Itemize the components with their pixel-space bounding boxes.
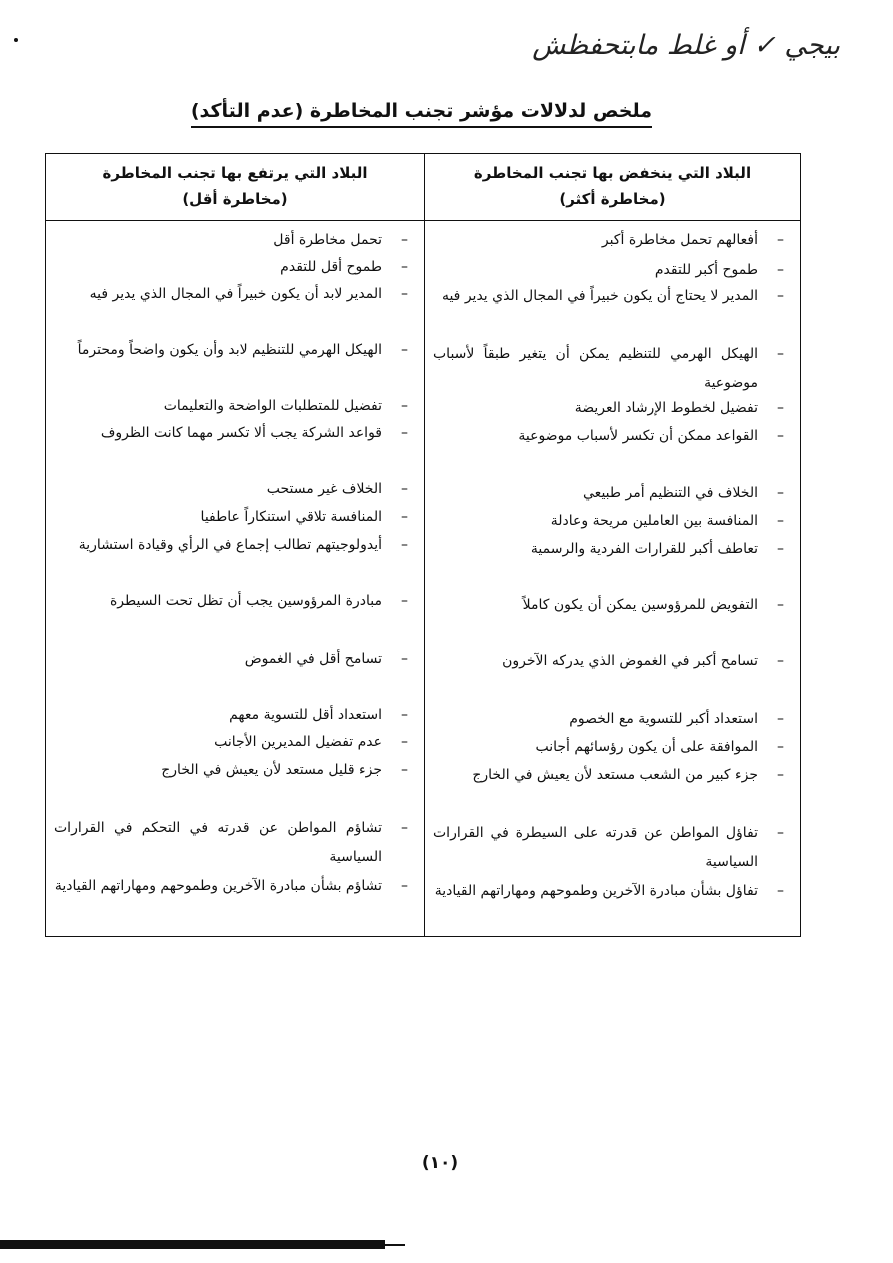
list-item-text: عدم تفضيل المديرين الأجانب <box>214 734 382 750</box>
list-item-text: قواعد الشركة يجب ألا تكسر مهما كانت الظروف <box>100 425 382 441</box>
list-item <box>433 394 790 423</box>
list-item <box>54 503 414 532</box>
list-item-text: القواعد ممكن أن تكسر لأسباب موضوعية <box>518 428 758 444</box>
list-item-text: جزء قليل مستعد لأن يعيش في الخارج <box>161 762 382 778</box>
bullet-dash-icon: – <box>777 400 784 416</box>
list-item-text: مبادرة المرؤوسين يجب أن تظل تحت السيطرة <box>109 593 382 609</box>
list-item-text: الهيكل الهرمي للتنظيم لابد وأن يكون واضحاً ومحترماً <box>77 342 382 358</box>
bullet-dash-icon: – <box>777 653 784 669</box>
bullet-dash-icon: – <box>401 398 408 414</box>
list-item-text: تفاؤل بشأن مبادرة الآخرين وطموحهم ومهاراتهم القيادية <box>434 883 758 899</box>
comparison-table <box>45 153 801 937</box>
scan-edge-tail <box>385 1244 405 1246</box>
header-line: البلاد التي ينخفض بها تجنب المخاطرة <box>473 164 752 182</box>
list-item <box>433 647 790 676</box>
list-item <box>433 705 790 734</box>
list-item <box>433 877 790 906</box>
page-number: (١٠) <box>421 1153 459 1173</box>
list-item-text: المدير لا يحتاج أن يكون خبيراً في المجال الذي يدير فيه <box>441 288 758 304</box>
bullet-dash-icon: – <box>401 762 408 778</box>
bullet-dash-icon: – <box>401 651 408 667</box>
header-subline: (مخاطرة أكثر) <box>559 190 666 208</box>
bullet-dash-icon: – <box>401 232 408 248</box>
bullet-dash-icon: – <box>777 597 784 613</box>
column-high-avoidance <box>46 154 424 936</box>
bullet-dash-icon: – <box>401 820 408 836</box>
list-item <box>54 226 414 255</box>
bullet-dash-icon: – <box>401 259 408 275</box>
list-item <box>54 253 414 282</box>
column-low-avoidance <box>425 154 800 936</box>
bullet-dash-icon: – <box>401 481 408 497</box>
list-item-text: طموح أقل للتقدم <box>280 259 382 275</box>
bullet-dash-icon: – <box>401 425 408 441</box>
bullet-dash-icon: – <box>777 711 784 727</box>
list-item <box>54 756 414 785</box>
list-item <box>54 336 414 365</box>
bullet-dash-icon: – <box>777 288 784 304</box>
list-item-text: تسامح أكبر في الغموض الذي يدركه الآخرون <box>502 653 758 669</box>
list-item <box>54 392 414 421</box>
list-item <box>54 587 414 616</box>
list-item-text: استعداد أقل للتسوية معهم <box>229 707 382 723</box>
list-item <box>433 535 790 564</box>
bullet-dash-icon: – <box>777 485 784 501</box>
stray-dot <box>14 38 18 42</box>
bullet-dash-icon: – <box>777 883 784 899</box>
list-item <box>433 282 790 311</box>
list-item <box>54 645 414 674</box>
list-item <box>433 507 790 536</box>
bullet-dash-icon: – <box>401 342 408 358</box>
bullet-dash-icon: – <box>401 537 408 553</box>
bullet-dash-icon: – <box>777 428 784 444</box>
list-item-text: استعداد أكبر للتسوية مع الخصوم <box>569 711 758 727</box>
header-subline: (مخاطرة أقل) <box>182 190 288 208</box>
list-item <box>54 280 414 309</box>
list-item <box>54 419 414 448</box>
bullet-dash-icon: – <box>401 286 408 302</box>
list-item-text: المنافسة بين العاملين مريحة وعادلة <box>550 513 758 529</box>
list-item-text: تعاطف أكبر للقرارات الفردية والرسمية <box>530 541 758 557</box>
bullet-dash-icon: – <box>777 232 784 248</box>
list-item-text: تفاؤل المواطن عن قدرته على السيطرة في القرارات السياسية <box>433 825 758 870</box>
list-item <box>54 728 414 757</box>
list-item-text: التفويض للمرؤوسين يمكن أن يكون كاملاً <box>522 597 758 613</box>
list-item <box>433 422 790 451</box>
list-item-text: أيدولوجيتهم تطالب إجماع في الرأي وقيادة استشارية <box>78 537 382 553</box>
list-item-text: تحمل مخاطرة أقل <box>273 232 382 248</box>
list-item-text: الخلاف غير مستحب <box>266 481 382 497</box>
list-item-text: الموافقة على أن يكون رؤسائهم أجانب <box>535 739 758 755</box>
list-item-text: المنافسة تلاقي استنكاراً عاطفيا <box>200 509 382 525</box>
bullet-dash-icon: – <box>777 513 784 529</box>
bullet-dash-icon: – <box>401 878 408 894</box>
list-item-text: طموح أكبر للتقدم <box>654 262 758 278</box>
list-item-text: تفضيل للمتطلبات الواضحة والتعليمات <box>163 398 382 414</box>
list-item <box>433 340 790 398</box>
page-title-text: ملخص لدلالات مؤشر تجنب المخاطرة (عدم التأكد) <box>191 100 652 128</box>
list-item <box>54 872 414 901</box>
bullet-dash-icon: – <box>401 509 408 525</box>
page-title <box>190 100 652 140</box>
list-item-text: تشاؤم بشأن مبادرة الآخرين وطموحهم ومهاراتهم القيادية <box>54 878 382 894</box>
handwritten-note: بيجي ✓ أو غلط مابتحفظش <box>532 30 840 61</box>
list-item-text: المدير لابد أن يكون خبيراً في المجال الذي يدير فيه <box>89 286 382 302</box>
bullet-dash-icon: – <box>777 825 784 841</box>
list-item <box>433 591 790 620</box>
list-item <box>54 814 414 872</box>
column-header-low-avoidance <box>425 160 800 220</box>
bullet-dash-icon: – <box>777 541 784 557</box>
list-item <box>433 226 790 255</box>
bullet-dash-icon: – <box>777 767 784 783</box>
list-item-text: تشاؤم المواطن عن قدرته في التحكم في القرارات السياسية <box>54 820 382 865</box>
list-item-text: أفعالهم تحمل مخاطرة أكبر <box>601 232 758 248</box>
bullet-dash-icon: – <box>777 262 784 278</box>
list-item <box>433 819 790 877</box>
list-item <box>433 479 790 508</box>
list-item-text: جزء كبير من الشعب مستعد لأن يعيش في الخارج <box>472 767 758 783</box>
list-item <box>54 701 414 730</box>
list-item-text: الخلاف في التنظيم أمر طبيعي <box>583 485 758 501</box>
list-item <box>433 256 790 285</box>
bullet-dash-icon: – <box>401 593 408 609</box>
list-item <box>54 475 414 504</box>
bullet-dash-icon: – <box>401 707 408 723</box>
list-item-text: تسامح أقل في الغموض <box>244 651 382 667</box>
list-item-text: تفضيل لخطوط الإرشاد العريضة <box>574 400 758 416</box>
scan-edge-bar <box>0 1240 385 1249</box>
column-header-high-avoidance <box>46 160 424 220</box>
bullet-dash-icon: – <box>777 739 784 755</box>
bullet-dash-icon: – <box>777 346 784 362</box>
bullet-dash-icon: – <box>401 734 408 750</box>
list-item <box>54 531 414 560</box>
header-line: البلاد التي يرتفع بها تجنب المخاطرة <box>102 164 368 182</box>
list-item-text: الهيكل الهرمي للتنظيم يمكن أن يتغير طبقاً لأسباب موضوعية <box>433 346 758 391</box>
list-item <box>433 761 790 790</box>
list-item <box>433 733 790 762</box>
